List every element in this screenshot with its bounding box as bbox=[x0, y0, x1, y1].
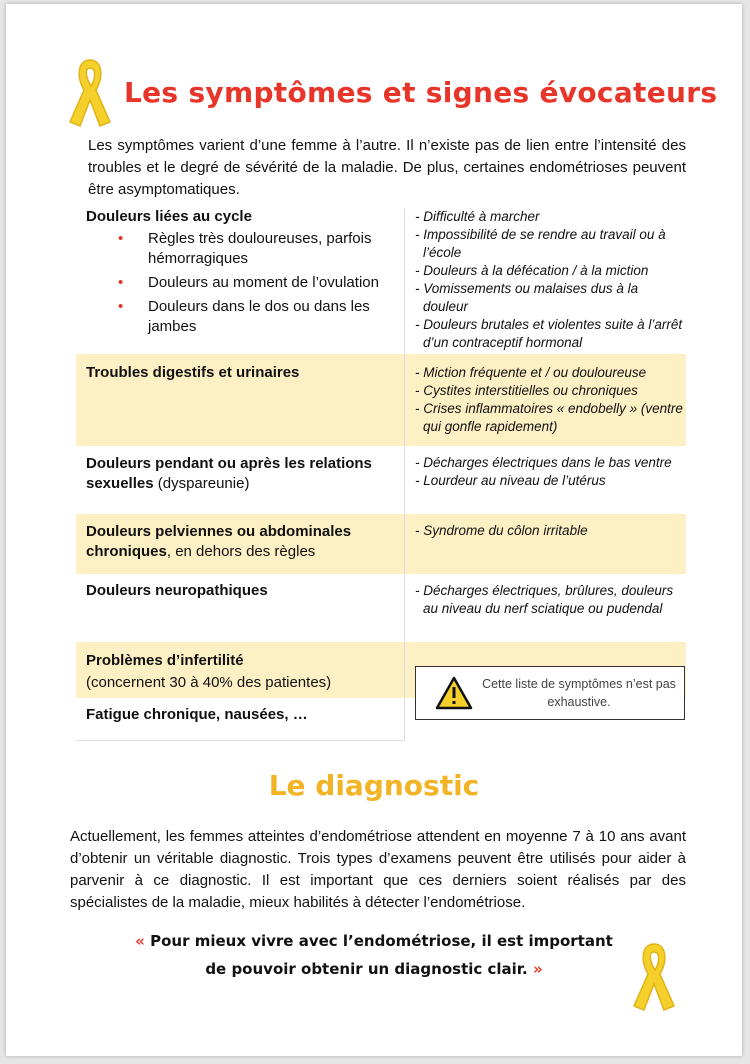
list-item: - Douleurs brutales et violentes suite à l’arrêt d’un contraceptif hormonal bbox=[415, 317, 683, 350]
warning-text: Cette liste de symptômes n’est pas exhaustive. bbox=[482, 677, 676, 710]
row-title: Problèmes d’infertilité bbox=[86, 652, 244, 669]
table-row bbox=[76, 354, 686, 446]
list-item: • Règles très douloureuses, parfois hémorragiques bbox=[148, 229, 404, 269]
row-title: Fatigue chronique, nausées, … bbox=[86, 706, 308, 723]
list-item: • Douleurs dans le dos ou dans les jambes bbox=[148, 297, 404, 337]
warning-box bbox=[415, 666, 685, 720]
table-row bbox=[76, 642, 686, 698]
list-item: - Vomissements ou malaises dus à la douleur bbox=[415, 281, 639, 314]
list-item: - Décharges électriques, brûlures, douleurs au niveau du nerf sciatique ou pudendal bbox=[415, 583, 674, 616]
warning-triangle-icon bbox=[434, 675, 474, 711]
quote-close-mark: » bbox=[532, 960, 543, 978]
table-row bbox=[76, 514, 686, 574]
list-item: - Cystites interstitielles ou chroniques bbox=[415, 383, 638, 398]
symptoms-table bbox=[76, 208, 686, 741]
list-item: - Crises inflammatoires « endobelly » (ventre qui gonfle rapidement) bbox=[415, 401, 683, 434]
row-title: Douleurs neuropathiques bbox=[86, 582, 268, 599]
page-title: Les symptômes et signes évocateurs bbox=[124, 76, 718, 109]
list-item: - Douleurs à la défécation / à la miction bbox=[415, 263, 649, 278]
yellow-ribbon-icon bbox=[64, 56, 116, 128]
diagnostic-paragraph: Actuellement, les femmes atteintes d’endométriose attendent en moyenne 7 à 10 ans avant d’obtenir un véritable diagnostic. Trois types d’examens peuvent être utilisés pour aider à parvenir à ce diagnostic. Il est important que ces derniers soient réalisés par des spécialistes de la maladie, mieux habilités à détecter l’endométriose. bbox=[70, 828, 686, 911]
list-item: - Miction fréquente et / ou douloureuse bbox=[415, 365, 647, 380]
list-item: - Décharges électriques dans le bas ventre bbox=[415, 455, 672, 470]
list-item: - Difficulté à marcher bbox=[415, 209, 540, 224]
list-item: • Douleurs au moment de l’ovulation bbox=[148, 273, 404, 293]
row-title: Douleurs pelviennes ou abdominales chroniques bbox=[86, 523, 352, 560]
list-item: - Syndrome du côlon irritable bbox=[415, 523, 588, 538]
document-page bbox=[6, 4, 742, 1056]
table-row bbox=[76, 574, 686, 642]
list-item: - Impossibilité de se rendre au travail ou à l’école bbox=[415, 227, 666, 260]
yellow-ribbon-icon bbox=[628, 940, 680, 1012]
quote-open-mark: « bbox=[135, 932, 145, 950]
quote-text: Pour mieux vivre avec l’endométriose, il est important bbox=[144, 932, 613, 950]
row-suffix: , en dehors des règles bbox=[166, 543, 316, 560]
table-row bbox=[76, 208, 686, 354]
row-title: Douleurs pendant ou après les relations sexuelles bbox=[86, 455, 372, 492]
section-title: Le diagnostic bbox=[268, 769, 480, 802]
row-title: Troubles digestifs et urinaires bbox=[86, 364, 300, 381]
table-row bbox=[76, 446, 686, 514]
intro-paragraph: Les symptômes varient d’une femme à l’autre. Il n’existe pas de lien entre l’intensité des troubles et le degré de sévérité de la maladie. De plus, certaines endométrioses peuvent être asymptomatiques. bbox=[88, 137, 686, 198]
list-item: - Lourdeur au niveau de l’utérus bbox=[415, 473, 606, 488]
row-subtitle: (concernent 30 à 40% des patientes) bbox=[86, 674, 332, 691]
bullet-list bbox=[86, 229, 404, 337]
row-suffix: (dyspareunie) bbox=[153, 475, 250, 492]
row-title: Douleurs liées au cycle bbox=[86, 208, 252, 225]
quote-text: de pouvoir obtenir un diagnostic clair. bbox=[205, 960, 533, 978]
